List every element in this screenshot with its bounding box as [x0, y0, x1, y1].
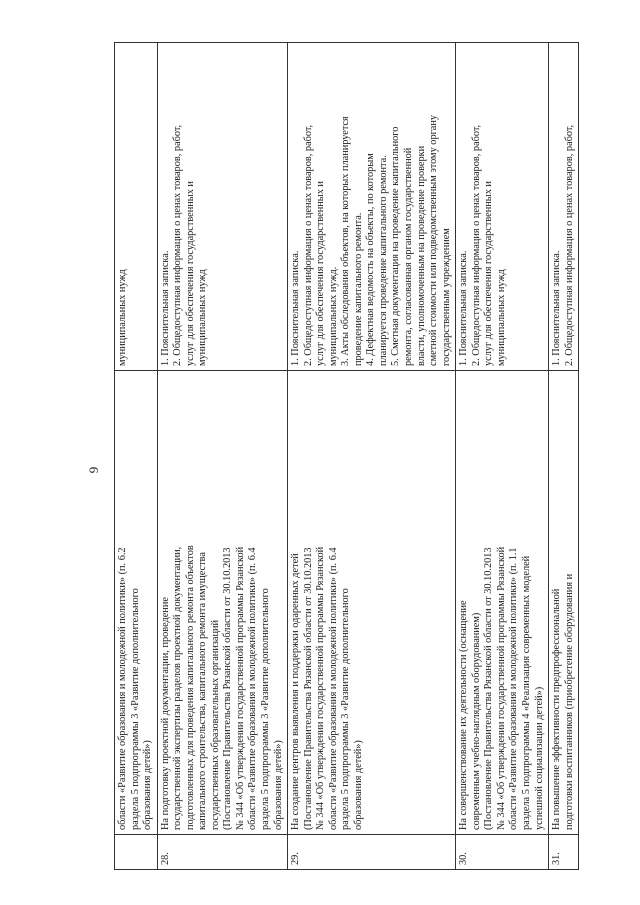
text-line: ремонта, согласованная органом государственной	[403, 147, 415, 366]
text-line: муниципальных нужд	[117, 269, 128, 366]
text-line: 3. Акты обследования объектов, на которых планируется	[340, 116, 352, 366]
table-row	[456, 43, 549, 870]
text-line: капитального строительства, капитального ремонта имущества	[197, 552, 209, 830]
text-line: На подготовку проектной документации, проведение	[159, 597, 171, 830]
text-line: 2. Общедоступная информация о ценах товаров, работ,	[563, 124, 575, 366]
text-line: услуг для обеспечения государственных и	[315, 181, 327, 366]
page-number: 9	[86, 466, 101, 474]
text-line: (Постановление Правительства Рязанской области от 30.10.2013	[483, 547, 495, 830]
text-line: образования детей»)	[352, 740, 364, 830]
text-line: услуг для обеспечения государственных и	[483, 181, 495, 366]
text-line: подготовки воспитанников (приобретение оборудования и	[563, 573, 575, 830]
subsidy-purpose-cell	[157, 371, 287, 835]
document-page	[80, 60, 600, 880]
text-line: 5. Сметная документация на проведение капитального	[390, 126, 402, 366]
text-line: области «Развитие образования и молодежной политики» (п. 1.1	[508, 547, 520, 830]
text-line: успешной социализации детей»)	[533, 686, 545, 830]
text-line: 2. Общедоступная информация о ценах товаров, работ,	[302, 124, 314, 366]
subsidy-purpose-cell	[115, 371, 158, 835]
text-line: муниципальных нужд.	[327, 266, 339, 366]
text-line: власти, уполномоченным на проведение проверки	[415, 145, 427, 366]
table-row	[157, 43, 287, 870]
text-line: образования детей»)	[142, 740, 154, 830]
text-line: 1. Пояснительная записка.	[159, 250, 171, 366]
required-documents-cell	[549, 43, 579, 371]
subsidy-purpose-cell	[549, 371, 579, 835]
text-line: муниципальных нужд	[197, 269, 209, 366]
text-line: № 344 «Об утверждении государственной программы Рязанской	[315, 546, 327, 830]
text-line: (Постановление Правительства Рязанской области от 30.10.2013	[302, 547, 314, 830]
text-line: раздела 5 подпрограммы 3 «Развитие дополнительного	[340, 588, 352, 830]
text-line: На создание центров выявления и поддержки одаренных детей	[290, 553, 302, 830]
text-line: проведение капитального ремонта.	[352, 212, 364, 366]
text-line: подготовленных для проведения капитального ремонта объектов	[184, 545, 196, 830]
text-line: 2. Общедоступная информация о ценах товаров, работ,	[172, 124, 184, 366]
required-documents-cell	[456, 43, 549, 371]
text-line: государственным учреждением	[440, 228, 452, 366]
text-line: 1. Пояснительная записка.	[290, 250, 302, 366]
required-documents-cell	[115, 43, 158, 371]
text-line: государственных образовательных организаций	[209, 620, 221, 830]
table-row	[115, 43, 158, 870]
text-line: современным учебно-наглядным оборудованием)	[470, 612, 482, 830]
row-number	[115, 835, 158, 870]
text-line: раздела 5 подпрограммы 3 «Развитие дополнительного	[260, 588, 272, 830]
row-number: 28.	[157, 835, 287, 870]
row-number: 30.	[456, 835, 549, 870]
text-line: муниципальных нужд	[495, 269, 507, 366]
text-line: № 344 «Об утверждении государственной программы Рязанской	[234, 546, 246, 830]
text-line: На повышение эффективности предпрофессиональной	[551, 588, 563, 830]
text-line: 4. Дефектная ведомость на объекты, по которым	[365, 153, 377, 366]
text-line: раздела 5 подпрограммы 4 «Реализация современных моделей	[520, 555, 532, 830]
text-line: На совершенствование их деятельности (оснащение	[458, 600, 470, 830]
text-line: области «Развитие образования и молодежной политики» (п. 6.4	[247, 547, 259, 830]
text-line: 2. Общедоступная информация о ценах товаров, работ,	[470, 124, 482, 366]
text-line: раздела 5 подпрограммы 3 «Развитие дополнительного	[129, 588, 141, 830]
text-line: образования детей»)	[272, 740, 284, 830]
text-line: № 344 «Об утверждении государственной программы Рязанской	[495, 546, 507, 830]
text-line: планируется проведение капитального ремонта.	[377, 155, 389, 366]
text-line: 1. Пояснительная записка.	[458, 250, 470, 366]
text-line: сметной стоимости или подведомственным этому органу	[428, 114, 440, 366]
requirements-table	[114, 42, 579, 870]
required-documents-cell	[157, 43, 287, 371]
subsidy-purpose-cell	[456, 371, 549, 835]
text-line: 1. Пояснительная записка.	[551, 250, 563, 366]
table-row	[549, 43, 579, 870]
subsidy-purpose-cell	[288, 371, 456, 835]
text-line: области «Развитие образования и молодежной политики» (п. 6.4	[327, 547, 339, 830]
row-number: 29.	[288, 835, 456, 870]
text-line: области «Развитие образования и молодежной политики» (п. 6.2	[117, 547, 128, 830]
table-row	[288, 43, 456, 870]
text-line: (Постановление Правительства Рязанской области от 30.10.2013	[222, 547, 234, 830]
row-number: 31.	[549, 835, 579, 870]
text-line: государственной экспертизы разделов проектной документации,	[172, 546, 184, 830]
required-documents-cell	[288, 43, 456, 371]
text-line: услуг для обеспечения государственных и	[184, 181, 196, 366]
